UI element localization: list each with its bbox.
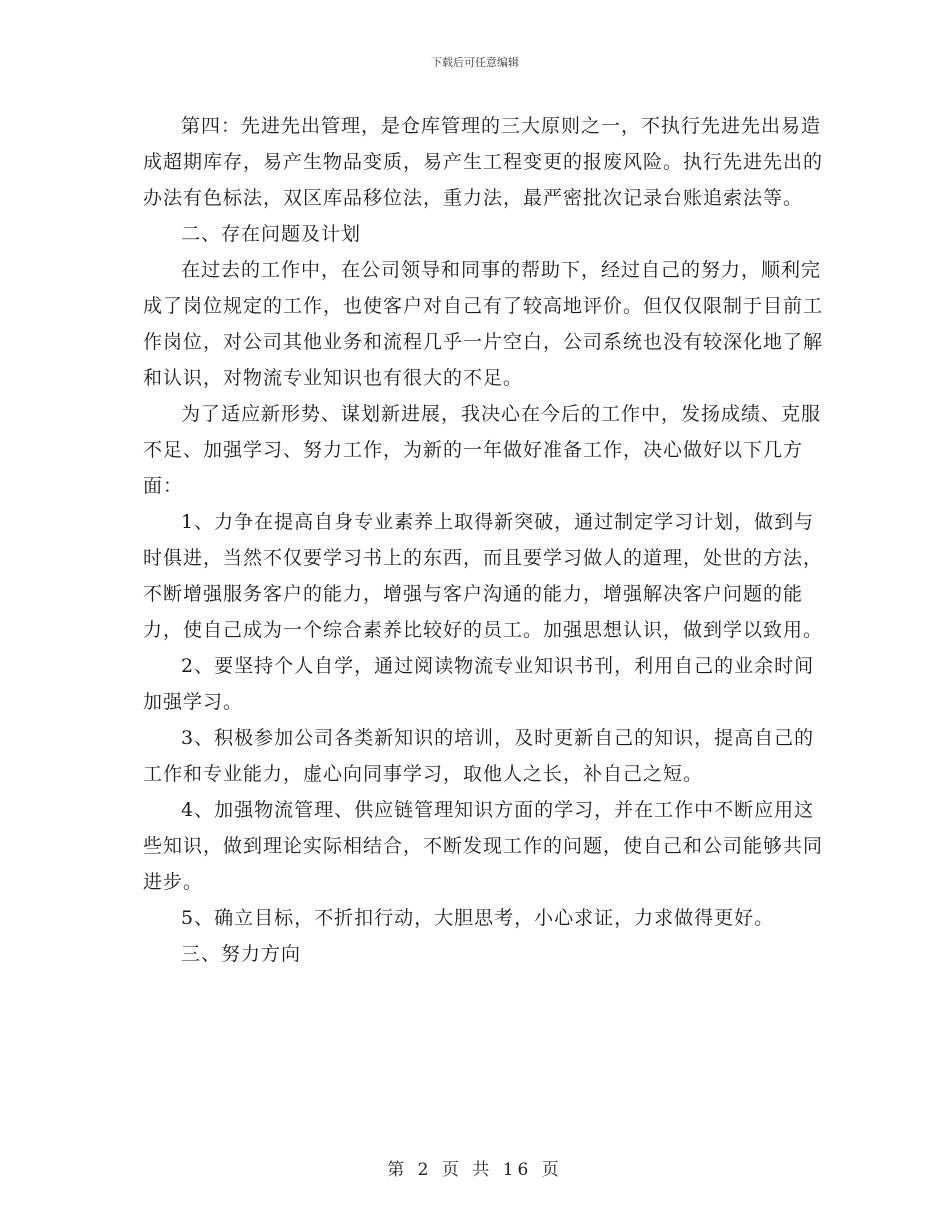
list-item-2: 2、要坚持个人自学，通过阅读物流专业知识书刊，利用自己的业余时间加强学习。 (143, 655, 815, 713)
list-item-1: 1、力争在提高自身专业素养上取得新突破，通过制定学习计划，做到与时俱进，当然不仅要学习书上的东西，而且要学习做人的道理，处世的方法，不断增强服务客户的能力，增强与客户沟通的能力，增强解决客户问题的能力，使自己成为一个综合素养比较好的员工。加强思想认识，做到学以致用。 (143, 511, 824, 641)
section-heading-problems: 二、存在问题及计划 (181, 223, 362, 245)
list-item-5: 5、确立目标，不折扣行动，大胆思考，小心求证，力求做得更好。 (181, 907, 775, 929)
paragraph-resolution: 为了适应新形势、谋划新进展，我决心在今后的工作中，发扬成绩、克服不足、加强学习、努力工作，为新的一年做好准备工作，决心做好以下几方面： (143, 403, 822, 497)
header-note: 下载后可任意编辑 (431, 56, 519, 69)
section-heading-direction: 三、努力方向 (181, 943, 302, 965)
page-number: 第 2 页 共 16 页 (387, 1160, 563, 1180)
paragraph-past-work: 在过去的工作中，在公司领导和同事的帮助下，经过自己的努力，顺利完成了岗位规定的工作，也使客户对自己有了较高地评价。但仅仅限制于目前工作岗位，对公司其他业务和流程几乎一片空白，公司系统也没有较深化地了解和认识，对物流专业知识也有很大的不足。 (143, 259, 824, 389)
list-item-3: 3、积极参加公司各类新知识的培训，及时更新自己的知识，提高自己的工作和专业能力，虚心向同事学习，取他人之长，补自己之短。 (143, 727, 815, 785)
document-body (143, 108, 823, 972)
list-item-4: 4、加强物流管理、供应链管理知识方面的学习，并在工作中不断应用这些知识，做到理论实际相结合，不断发现工作的问题，使自己和公司能够共同进步。 (143, 799, 824, 893)
paragraph-fifo: 第四：先进先出管理，是仓库管理的三大原则之一，不执行先进先出易造成超期库存，易产生物品变质，易产生工程变更的报废风险。执行先进先出的办法有色标法，双区库品移位法，重力法，最严密批次记录台账追索法等。 (143, 115, 824, 209)
